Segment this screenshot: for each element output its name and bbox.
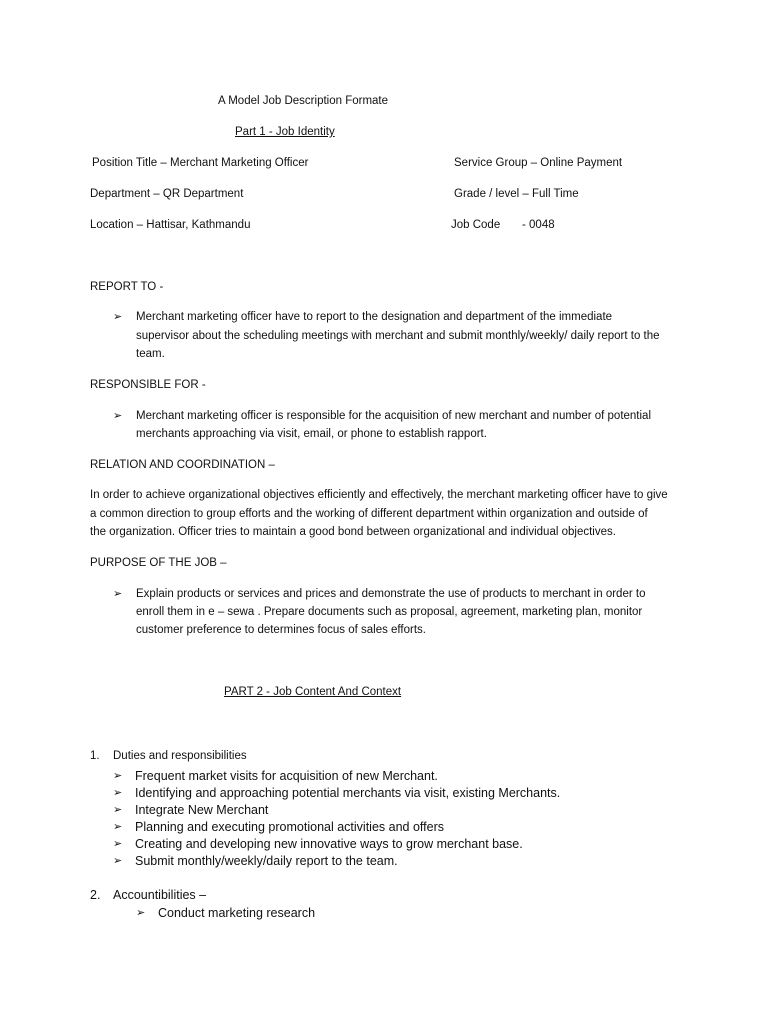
purpose-line: customer preference to determines focus of sales efforts. bbox=[136, 624, 426, 636]
relation-heading: RELATION AND COORDINATION – bbox=[90, 459, 275, 471]
duties-number: 1. bbox=[90, 750, 100, 762]
relation-line: In order to achieve organizational objectives efficiently and effectively, the merchant marketing officer have to give bbox=[90, 489, 668, 501]
service-group: Service Group – Online Payment bbox=[454, 157, 623, 169]
relation-line: the organization. Officer tries to maintain a good bond between organizational and individual objectives. bbox=[90, 526, 616, 538]
arrow-bullet-icon: ➢ bbox=[113, 410, 123, 422]
arrow-bullet-icon: ➢ bbox=[113, 855, 123, 867]
arrow-bullet-icon: ➢ bbox=[113, 787, 123, 799]
job-code-value: - 0048 bbox=[522, 219, 555, 231]
arrow-bullet-icon: ➢ bbox=[113, 821, 123, 833]
position-title: Position Title – Merchant Marketing Officer bbox=[92, 157, 309, 169]
duty-item: Integrate New Merchant bbox=[135, 803, 269, 817]
duty-item: Frequent market visits for acquisition of new Merchant. bbox=[135, 769, 438, 783]
report-to-line: supervisor about the scheduling meetings with merchant and submit monthly/weekly/ daily report to the bbox=[136, 330, 660, 342]
arrow-bullet-icon: ➢ bbox=[113, 838, 123, 850]
part1-heading: Part 1 - Job Identity bbox=[235, 126, 335, 138]
relation-line: a common direction to group efforts and the working of different department within organization and outside of bbox=[90, 508, 648, 520]
duties-heading: Duties and responsibilities bbox=[113, 750, 247, 762]
arrow-bullet-icon: ➢ bbox=[113, 770, 123, 782]
arrow-bullet-icon: ➢ bbox=[113, 311, 123, 323]
purpose-line: Explain products or services and prices and demonstrate the use of products to merchant in order to bbox=[136, 588, 646, 600]
report-to-line: team. bbox=[136, 348, 165, 360]
department: Department – QR Department bbox=[90, 188, 244, 200]
responsible-for-line: merchants approaching via visit, email, or phone to establish rapport. bbox=[136, 428, 487, 440]
purpose-line: enroll them in e – sewa . Prepare documents such as proposal, agreement, marketing plan, monitor bbox=[136, 606, 643, 618]
arrow-bullet-icon: ➢ bbox=[113, 804, 123, 816]
grade-level: Grade / level – Full Time bbox=[454, 188, 579, 200]
purpose-heading: PURPOSE OF THE JOB – bbox=[90, 557, 227, 569]
location: Location – Hattisar, Kathmandu bbox=[90, 219, 251, 231]
part2-heading: PART 2 - Job Content And Context bbox=[224, 686, 402, 698]
report-to-line: Merchant marketing officer have to report to the designation and department of the immediate bbox=[136, 311, 613, 323]
job-code-label: Job Code bbox=[451, 219, 501, 231]
arrow-bullet-icon: ➢ bbox=[113, 588, 123, 600]
duty-item: Planning and executing promotional activities and offers bbox=[135, 820, 444, 834]
arrow-bullet-icon: ➢ bbox=[136, 907, 146, 919]
duty-item: Creating and developing new innovative ways to grow merchant base. bbox=[135, 837, 523, 851]
accountabilities-heading: Accountibilities – bbox=[113, 888, 207, 902]
document-title: A Model Job Description Formate bbox=[218, 95, 389, 107]
duty-item: Identifying and approaching potential merchants via visit, existing Merchants. bbox=[135, 786, 561, 800]
accountability-item: Conduct marketing research bbox=[158, 906, 316, 920]
report-to-heading: REPORT TO - bbox=[90, 281, 164, 293]
responsible-for-line: Merchant marketing officer is responsible for the acquisition of new merchant and number of potential bbox=[136, 410, 652, 422]
duty-item: Submit monthly/weekly/daily report to the team. bbox=[135, 854, 398, 868]
responsible-for-heading: RESPONSIBLE FOR - bbox=[90, 379, 206, 391]
accountabilities-number: 2. bbox=[90, 888, 101, 902]
